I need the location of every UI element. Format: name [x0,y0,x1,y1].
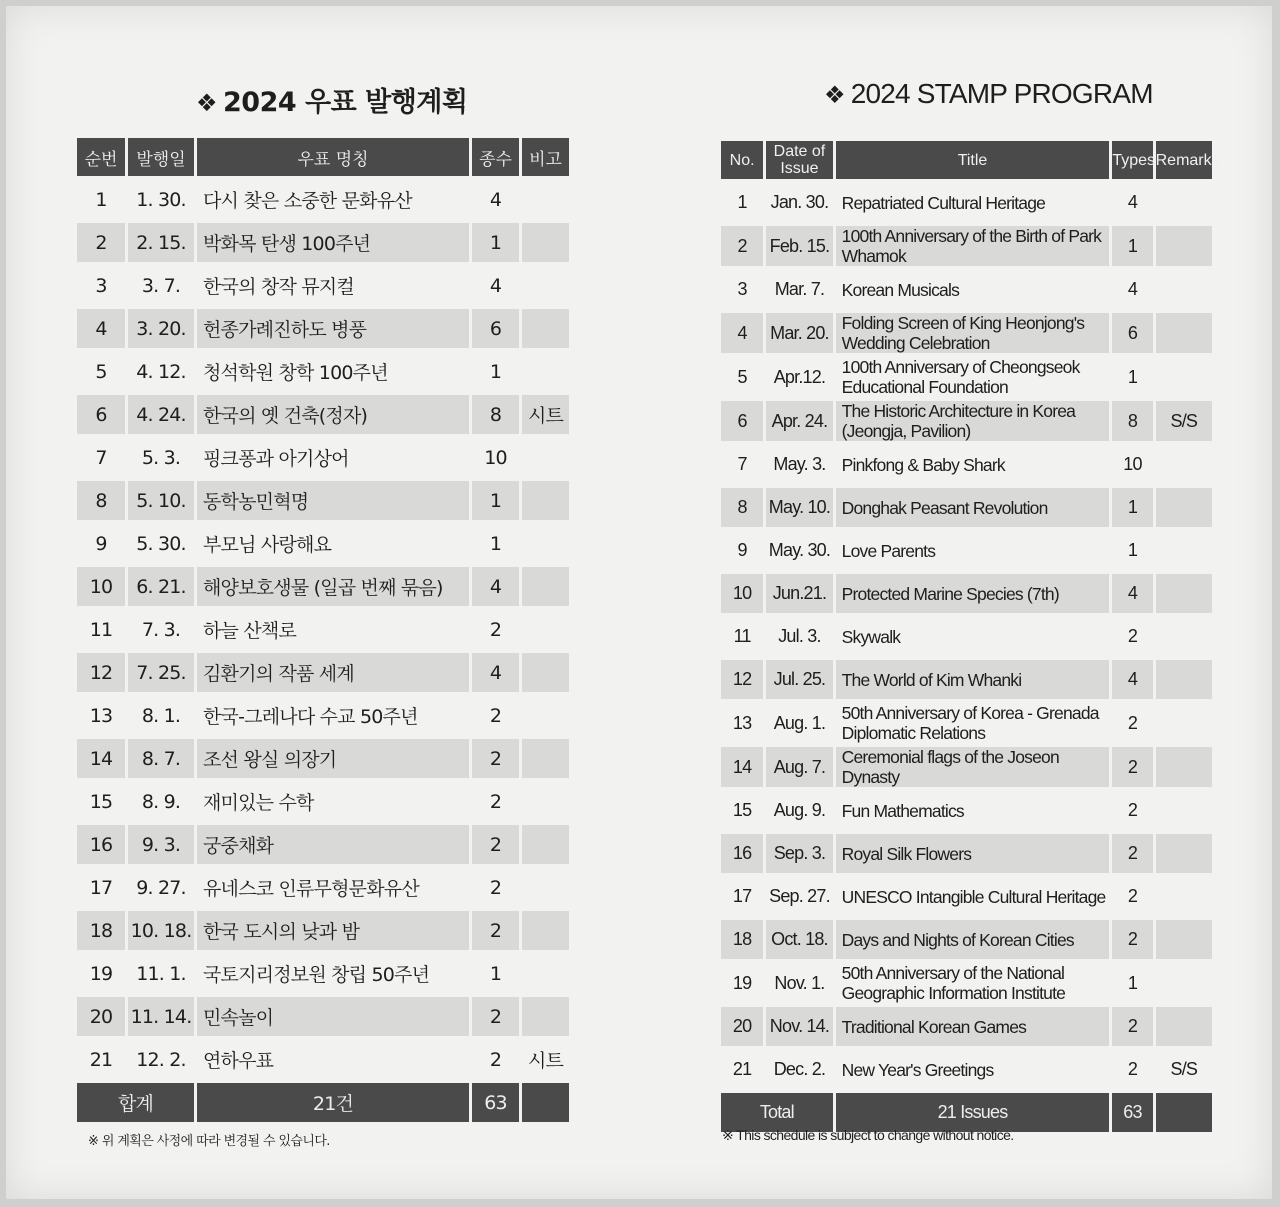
type-count: 1 [472,481,519,520]
stamp-title: 100th Anniversary of the Birth of Park Whamok [836,226,1110,266]
remarks-cell [522,223,569,262]
row-number: 9 [737,540,747,560]
header-date: 발행일 [128,138,194,176]
type-count: 4 [1112,574,1152,613]
row-number: 5 [737,366,747,387]
row-number: 7 [737,454,747,474]
stamp-title: 한국의 창작 뮤지컬 [203,276,354,298]
type-count: 4 [472,653,519,692]
issue-date: 4. 12. [136,360,186,383]
remarks-cell [1156,791,1212,830]
type-count: 2 [472,739,519,778]
stamp-title: The World of Kim Whanki [836,660,1110,699]
remarks-cell [522,739,569,778]
stamp-title: 100th Anniversary of Cheongseok Educational Foundation [841,357,1080,397]
row-number: 2 [77,223,125,262]
table-row [721,1007,1212,1046]
table-row [721,1050,1212,1089]
header-no: 순번 [77,138,125,176]
remarks-cell [522,438,569,477]
diamond-bullet-icon: ❖ [196,89,218,117]
issue-date: 9. 27. [136,876,186,899]
total-remarks [522,1083,569,1122]
remarks-cell: 시트 [527,1050,564,1072]
issue-date: Aug. 7. [766,747,832,787]
stamp-title: Donghak Peasant Revolution [836,488,1110,527]
table-row [77,266,569,305]
document-page [6,6,1272,1199]
remarks-cell [1156,574,1212,613]
row-number: 15 [732,800,752,820]
stamp-title: New Year's Greetings [841,1059,994,1080]
remarks-cell [522,997,569,1036]
type-count: 4 [472,567,519,606]
row-number: 3 [737,279,747,299]
issue-date: Mar. 7. [774,279,825,299]
remarks-cell [522,825,569,864]
stamp-title: 김환기의 작품 세계 [197,653,469,692]
table-row [721,660,1212,699]
table-row [77,180,569,219]
issue-date: 11. 1. [136,962,186,985]
stamp-title: 궁중채화 [197,825,469,864]
remarks-cell [522,524,569,563]
table-row [77,438,569,477]
table-row [721,270,1212,309]
stamp-title: 한국-그레나다 수교 50주년 [203,706,418,728]
issue-date: 4. 24. [128,395,194,434]
type-count: 1 [489,360,502,383]
total-types: 63 [472,1083,519,1122]
issue-date: May. 3. [773,454,826,474]
type-count: 4 [1112,660,1152,699]
table-row [77,954,569,993]
type-count: 1 [489,532,502,555]
type-count: 4 [1127,279,1138,299]
table-row [721,574,1212,613]
total-count: 21건 [197,1083,469,1122]
issue-date: Jun.21. [766,574,832,613]
row-number: 7 [95,446,107,469]
issue-date: May. 30. [768,540,831,560]
remarks-cell [1156,357,1212,397]
type-count: 1 [1112,226,1152,266]
row-number: 10 [77,567,125,606]
korean-schedule-table [74,134,572,1126]
header-date: Date of Issue [766,141,832,179]
row-number: 1 [737,192,747,212]
remarks-cell [1156,313,1212,353]
table-header-row [77,138,569,176]
row-number: 21 [732,1059,752,1079]
remarks-cell [1156,660,1212,699]
row-number: 20 [77,997,125,1036]
total-types: 63 [1112,1093,1152,1132]
issue-date: May. 10. [766,488,832,527]
issue-date: Jul. 25. [766,660,832,699]
remarks-cell [522,610,569,649]
issue-date: Sep. 3. [766,834,832,873]
stamp-title: 국토지리정보원 창립 50주년 [203,964,430,986]
type-count: 4 [489,188,502,211]
issue-date: 8. 9. [141,790,181,813]
row-number: 9 [95,532,107,555]
stamp-title: Fun Mathematics [841,800,964,821]
row-number: 6 [77,395,125,434]
table-row [77,567,569,606]
type-count: 2 [489,1048,502,1071]
type-count: 2 [1127,626,1138,646]
english-title-text: 2024 STAMP PROGRAM [850,78,1153,109]
issue-date: 7. 3. [141,618,181,641]
row-number: 14 [77,739,125,778]
table-row [77,395,569,434]
type-count: 1 [1127,366,1138,387]
english-schedule-table [718,137,1220,1136]
korean-title-text: 2024 우표 발행계획 [223,87,468,118]
remarks-cell [522,352,569,391]
stamp-title: Repatriated Cultural Heritage [841,192,1046,213]
stamp-title: Protected Marine Species (7th) [836,574,1110,613]
remarks-cell [522,481,569,520]
total-label: 합계 [77,1083,194,1122]
header-types: Types [1112,141,1152,179]
row-number: 3 [95,274,107,297]
issue-date: Sep. 27. [769,886,830,906]
remarks-cell [1156,747,1212,787]
remarks-cell [1156,703,1212,743]
issue-date: Dec. 2. [773,1059,826,1079]
table-header-row [721,141,1212,179]
remarks-cell [1156,183,1212,222]
remarks-cell [1156,877,1212,916]
table-row [77,739,569,778]
type-count: 2 [472,911,519,950]
row-number: 8 [721,488,763,527]
row-number: 12 [77,653,125,692]
remarks-cell [1156,531,1212,570]
table-row [77,782,569,821]
stamp-title: Skywalk [841,626,901,647]
issue-date: 6. 21. [128,567,194,606]
table-row [721,313,1212,353]
remarks-cell [1156,617,1212,656]
table-row [721,920,1212,959]
stamp-title: 연하우표 [203,1050,274,1072]
diamond-bullet-icon: ❖ [824,82,845,109]
table-row [77,223,569,262]
issue-date: Apr.12. [773,366,826,387]
type-count: 1 [489,962,502,985]
stamp-title: Days and Nights of Korean Cities [836,920,1110,959]
type-count: 10 [1123,454,1142,474]
stamp-title: 다시 찾은 소중한 문화유산 [203,190,412,212]
issue-date: 11. 14. [128,997,194,1036]
korean-title [196,80,467,119]
type-count: 10 [484,446,507,469]
type-count: 1 [1112,488,1152,527]
stamp-title: 동학농민혁명 [197,481,469,520]
remarks-cell [522,567,569,606]
table-row [721,488,1212,527]
row-number: 19 [732,972,752,993]
row-number: 4 [721,313,763,353]
issue-date: 10. 18. [128,911,194,950]
type-count: 2 [1112,1007,1152,1046]
issue-date: 2. 15. [128,223,194,262]
stamp-title: 한국의 옛 건축(정자) [197,395,469,434]
type-count: 2 [1112,920,1152,959]
table-row [77,1040,569,1079]
issue-date: 9. 3. [128,825,194,864]
header-no: No. [721,141,763,179]
remarks-cell [1156,445,1212,484]
remarks-cell [522,266,569,305]
table-row [77,911,569,950]
issue-date: 8. 1. [141,704,181,727]
row-number: 14 [721,747,763,787]
remarks-cell [522,868,569,907]
issue-date: Aug. 9. [773,800,826,820]
table-row [721,963,1212,1003]
type-count: 4 [489,274,502,297]
row-number: 17 [732,886,752,906]
table-row [77,696,569,735]
row-number: 10 [721,574,763,613]
stamp-title: The Historic Architecture in Korea (Jeongja, Pavilion) [836,401,1110,441]
remarks-cell: S/S [1170,1059,1198,1079]
type-count: 6 [1112,313,1152,353]
type-count: 1 [472,223,519,262]
row-number: 11 [89,618,113,641]
type-count: 2 [1127,1059,1138,1079]
row-number: 17 [89,876,113,899]
issue-date: Jul. 3. [778,626,821,646]
table-row [77,653,569,692]
row-number: 13 [89,704,113,727]
total-row [77,1083,569,1122]
remarks-cell [522,309,569,348]
issue-date: 7. 25. [128,653,194,692]
total-label: Total [721,1093,833,1132]
table-row [77,610,569,649]
stamp-title: 한국 도시의 낮과 밤 [197,911,469,950]
type-count: 1 [1127,540,1138,560]
remarks-cell [1156,920,1212,959]
stamp-title: 박화목 탄생 100주년 [197,223,469,262]
row-number: 18 [77,911,125,950]
table-row [77,309,569,348]
table-row [77,352,569,391]
row-number: 16 [77,825,125,864]
remarks-cell [1156,963,1212,1003]
type-count: 4 [1127,192,1138,212]
stamp-title: Korean Musicals [841,279,960,300]
table-row [721,357,1212,397]
header-title: 우표 명칭 [197,138,469,176]
row-number: 6 [721,401,763,441]
remarks-cell [1156,834,1212,873]
issue-date: Nov. 1. [774,972,825,993]
table-row [721,183,1212,222]
issue-date: 5. 30. [136,532,186,555]
remarks-cell [522,954,569,993]
issue-date: 3. 7. [141,274,181,297]
row-number: 21 [89,1048,113,1071]
stamp-title: 헌종가례진하도 병풍 [197,309,469,348]
issue-date: 8. 7. [128,739,194,778]
stamp-title: 50th Anniversary of Korea - Grenada Diplomatic Relations [841,703,1099,743]
table-row [721,445,1212,484]
issue-date: Mar. 20. [766,313,832,353]
remarks-cell: S/S [1156,401,1212,441]
issue-date: Aug. 1. [773,712,826,733]
remarks-cell [1156,1007,1212,1046]
header-remarks: Remarks [1156,141,1212,179]
row-number: 5 [95,360,107,383]
table-row [77,481,569,520]
table-row [721,531,1212,570]
row-number: 20 [721,1007,763,1046]
english-footnote: ※ This schedule is subject to change without notice. [722,1127,1014,1143]
stamp-title: 하늘 산책로 [203,620,297,642]
remarks-cell: 시트 [522,395,569,434]
remarks-cell [1156,270,1212,309]
header-types: 종수 [472,138,519,176]
row-number: 18 [721,920,763,959]
issue-date: Apr. 24. [766,401,832,441]
stamp-title: 민속놀이 [197,997,469,1036]
table-row [77,825,569,864]
type-count: 2 [472,825,519,864]
issue-date: 12. 2. [136,1048,186,1071]
type-count: 6 [472,309,519,348]
stamp-title: 50th Anniversary of the National Geographic Information Institute [841,963,1066,1003]
table-row [721,226,1212,266]
table-row [721,401,1212,441]
type-count: 2 [1112,834,1152,873]
table-row [77,524,569,563]
header-title: Title [836,141,1110,179]
type-count: 8 [472,395,519,434]
stamp-title: Love Parents [841,540,936,561]
row-number: 8 [77,481,125,520]
header-remarks: 비고 [522,138,569,176]
english-title [824,78,1153,110]
type-count: 2 [489,704,502,727]
table-row [77,997,569,1036]
table-row [77,868,569,907]
type-count: 8 [1112,401,1152,441]
table-row [721,834,1212,873]
stamp-title: 해양보호생물 (일곱 번째 묶음) [197,567,469,606]
stamp-title: Folding Screen of King Heonjong's Wedding Celebration [836,313,1110,353]
row-number: 19 [89,962,113,985]
row-number: 15 [89,790,113,813]
row-number: 1 [95,188,107,211]
stamp-title: 부모님 사랑해요 [203,534,332,556]
row-number: 11 [733,626,751,646]
type-count: 2 [1127,886,1138,906]
table-row [721,617,1212,656]
type-count: 2 [1127,712,1138,733]
remarks-cell [1156,226,1212,266]
table-row [721,747,1212,787]
remarks-cell [522,180,569,219]
type-count: 2 [1112,747,1152,787]
row-number: 4 [77,309,125,348]
table-row [721,877,1212,916]
stamp-title: 재미있는 수학 [203,792,314,814]
type-count: 2 [489,790,502,813]
remarks-cell [522,911,569,950]
row-number: 12 [721,660,763,699]
korean-footnote: ※ 위 계획은 사정에 따라 변경될 수 있습니다. [88,1134,330,1149]
row-number: 2 [721,226,763,266]
total-count: 21 Issues [836,1093,1110,1132]
stamp-title: UNESCO Intangible Cultural Heritage [841,886,1106,907]
issue-date: 5. 10. [128,481,194,520]
issue-date: 1. 30. [136,188,186,211]
issue-date: Jan. 30. [770,192,829,212]
issue-date: Nov. 14. [766,1007,832,1046]
stamp-title: 청석학원 창학 100주년 [203,362,388,384]
stamp-title: Ceremonial flags of the Joseon Dynasty [836,747,1110,787]
type-count: 2 [489,618,502,641]
type-count: 2 [472,997,519,1036]
stamp-title: 유네스코 인류무형문화유산 [203,878,419,900]
remarks-cell [522,782,569,821]
type-count: 1 [1127,972,1138,993]
issue-date: 3. 20. [128,309,194,348]
issue-date: Feb. 15. [766,226,832,266]
stamp-title: 조선 왕실 의장기 [197,739,469,778]
stamp-title: Royal Silk Flowers [836,834,1110,873]
remarks-cell [522,653,569,692]
row-number: 16 [721,834,763,873]
remarks-cell [1156,488,1212,527]
type-count: 2 [489,876,502,899]
remarks-cell [522,696,569,735]
total-remarks [1156,1093,1212,1132]
table-row [721,703,1212,743]
stamp-title: 핑크퐁과 아기상어 [203,448,349,470]
table-row [721,791,1212,830]
stamp-title: Pinkfong & Baby Shark [841,454,1005,475]
issue-date: Oct. 18. [766,920,832,959]
row-number: 13 [732,712,752,733]
issue-date: 5. 3. [141,446,181,469]
type-count: 2 [1127,800,1138,820]
stamp-title: Traditional Korean Games [836,1007,1110,1046]
